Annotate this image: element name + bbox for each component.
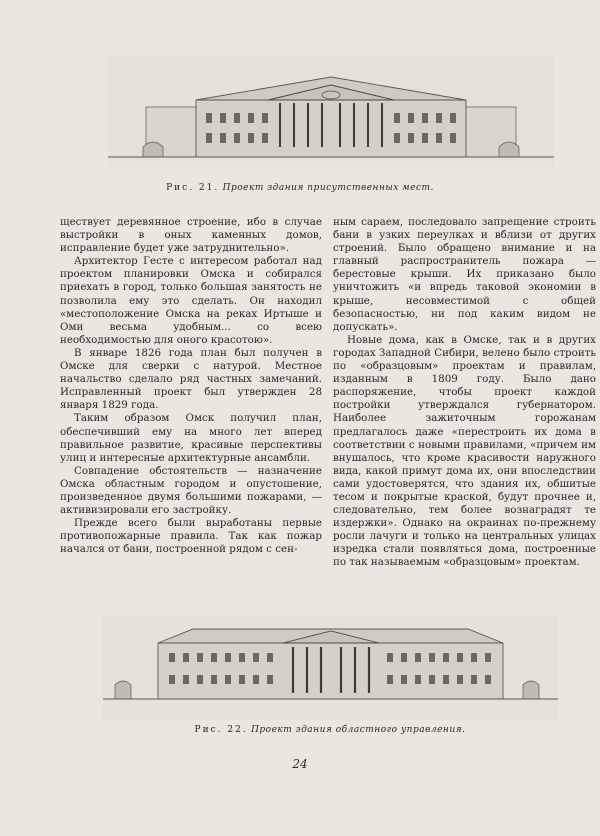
building-elevation-illustration <box>108 55 554 167</box>
paragraph: Совпадение обстоятельств — назначение Омска областным городом и опустошение, произведенное двумя большими пожарами, — активизировали его застройку. <box>60 464 322 517</box>
figure-number: Рис. 22. <box>194 725 248 735</box>
paragraph: ным сараем, последовало запрещение строить бани в узких переулках и вблизи от других строений. Было обращено внимание и на главный распространитель пожара — берестовые крыши. Их приказано было уничтожить «и впредь таковой экономии в крыше, несовместимой с общей безопасностью, ни под каким видом не допускать». <box>333 216 596 333</box>
page-number: 24 <box>292 757 308 771</box>
figure-caption-text: Проект здания областного управления. <box>251 725 466 735</box>
figure-caption <box>30 725 600 735</box>
building-elevation-illustration <box>103 615 558 720</box>
figure-caption-text: Проект здания присутственных мест. <box>222 183 434 193</box>
paragraph: ществует деревянное строение, ибо в случае выстройки в оных каменных домов, исправление будет уже затруднительно». <box>60 216 322 255</box>
figure-number: Рис. 21. <box>166 183 220 193</box>
text-column-right <box>333 216 596 570</box>
paragraph: Архитектор Гесте с интересом работал над проектом планировки Омска и собирался приехать в город, только большая занятость не позволила ему это сделать. Он находил «местоположение Омска на реках Иртыше и Оми весьма удобным... со всею необходимостью для оного красотою». <box>60 255 322 346</box>
text-column-left <box>60 216 322 556</box>
paragraph: Таким образом Омск получил план, обеспечивший ему на много лет вперед правильное развитие, красивые перспективы улиц и интересные архитектурные ансамбли. <box>60 412 322 464</box>
paragraph: Новые дома, как в Омске, так и в других городах Западной Сибири, велено было строить по «образцовым» проектам и правилам, изданным в 1809 году. Было дано распоряжение, чтобы проект каждой постройки утверждался губернатором. Наиболее зажиточным горожанам предлагалось даже «перестроить их дома в соответствии с новыми правилами, «причем им внушалось, что кроме красивости наружного вида, какой примут дома их, они впоследствии сами удостоверятся, что здания их, обшитые тесом и покрытые краской, будут прочнее и, следовательно, тем более вознаградят те издержки». Однако на окраинах по-прежнему росли лачуги и только на центральных улицах изредка стали появляться дома, построенные по так называемым «образцовым» проектам. <box>333 333 596 569</box>
paragraph: Прежде всего были выработаны первые противопожарные правила. Так как пожар начался от бани, построенной рядом с сен- <box>60 517 322 556</box>
paragraph: В январе 1826 года план был получен в Омске для сверки с натурой. Местное начальство сделало ряд частных замечаний. Исправленный проект был утвержден 28 января 1829 года. <box>60 346 322 412</box>
figure-caption <box>0 183 600 193</box>
